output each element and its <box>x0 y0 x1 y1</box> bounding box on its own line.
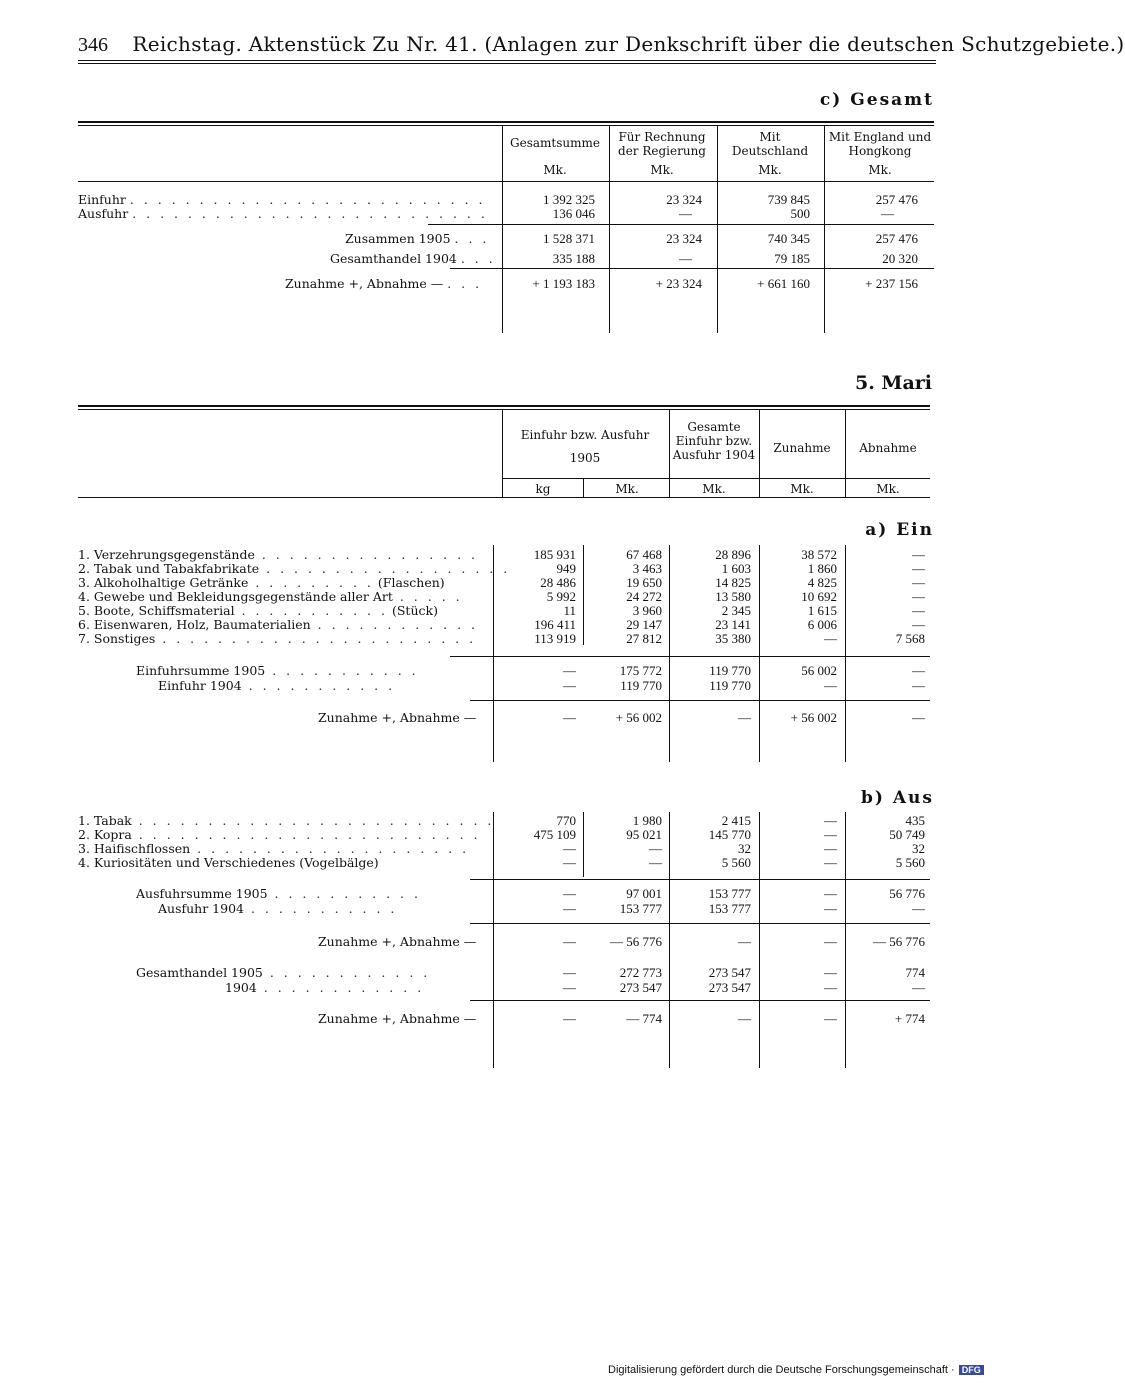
unit-label: Mk. <box>758 163 782 177</box>
cell: — <box>824 886 837 901</box>
cell: 119 770 <box>709 678 751 693</box>
cell: — <box>824 631 837 646</box>
cell: 153 777 <box>619 901 662 916</box>
col-divider <box>583 478 584 497</box>
cell: 38 572 <box>801 547 837 562</box>
cell: 11 <box>563 603 576 618</box>
cell: — <box>824 934 837 949</box>
cell: — <box>563 855 576 870</box>
cell: — <box>824 901 837 916</box>
sum-rule <box>428 224 934 225</box>
row-label: 3. Haifischflossen . . . . . . . . . . . . . . . . . . . . <box>78 841 470 856</box>
row-label: 3. Alkoholhaltige Getränke . . . . . . . . . (Flaschen) <box>78 575 445 590</box>
row-label: 2. Kopra . . . . . . . . . . . . . . . . . . . . . . . . . <box>78 827 481 842</box>
cell: + 237 156 <box>865 276 918 291</box>
cell: — <box>824 965 837 980</box>
row-label: Einfuhrsumme 1905 . . . . . . . . . . . <box>136 663 419 678</box>
table-5-head-rule <box>78 497 930 498</box>
row-label: Ausfuhr . . . . . . . . . . . . . . . . . . . . . . . . . . <box>78 206 488 221</box>
page-number: 346 <box>78 34 108 56</box>
cell: — <box>738 934 751 949</box>
page-title: Reichstag. Aktenstück Zu Nr. 41. (Anlagen zur Denkschrift über die deutschen Schutzgebiete.) <box>132 32 1125 56</box>
row-label: Ausfuhrsumme 1905 . . . . . . . . . . . <box>136 886 421 901</box>
cell: — <box>912 589 925 604</box>
col-header-gesamtsumme: Gesamtsumme <box>510 136 600 150</box>
cell: 14 825 <box>715 575 751 590</box>
cell: 1 528 371 <box>543 231 595 246</box>
unit-label: Mk. <box>543 163 567 177</box>
cell: 145 770 <box>708 827 751 842</box>
cell: 13 580 <box>715 589 751 604</box>
row-label: 4. Kuriositäten und Verschiedenes (Vogelbälge) <box>78 855 379 870</box>
cell: 23 141 <box>715 617 751 632</box>
cell: 67 468 <box>626 547 662 562</box>
cell: — <box>824 678 837 693</box>
footer-text: Digitalisierung gefördert durch die Deutsche Forschungsgemeinschaft <box>608 1364 948 1376</box>
cell: 740 345 <box>767 231 810 246</box>
cell: — <box>912 617 925 632</box>
cell: + 774 <box>894 1011 925 1026</box>
row-label: Gesamthandel 1905 . . . . . . . . . . . . <box>136 965 431 980</box>
cell: + 661 160 <box>757 276 810 291</box>
col-header-england: Mit England und Hongkong <box>828 130 932 158</box>
cell: 56 002 <box>801 663 837 678</box>
table-5-top-rule-2 <box>78 409 930 410</box>
cell: — <box>912 603 925 618</box>
cell: 5 992 <box>546 589 576 604</box>
unit-mk: Mk. <box>702 482 726 496</box>
row-label: Zusammen 1905 . . . <box>345 231 490 246</box>
col-divider <box>609 125 610 333</box>
cell: 119 770 <box>709 663 751 678</box>
cell: 119 770 <box>620 678 662 693</box>
header-rule <box>78 60 936 61</box>
col-divider <box>845 409 846 497</box>
cell: — <box>649 855 662 870</box>
col-divider <box>717 125 718 333</box>
cell: 175 772 <box>619 663 662 678</box>
row-label: 2. Tabak und Tabakfabrikate . . . . . . . . . . . . . . . . . . <box>78 561 511 576</box>
row-label: 1. Verzehrungsgegenstände . . . . . . . . . . . . . . . . <box>78 547 479 562</box>
unit-mk: Mk. <box>790 482 814 496</box>
cell: — <box>563 663 576 678</box>
table-5-top-rule <box>78 405 930 407</box>
sum-rule <box>470 879 930 880</box>
cell: 2 345 <box>721 603 751 618</box>
cell: 136 046 <box>552 206 595 221</box>
cell: 257 476 <box>875 192 918 207</box>
cell: 1 980 <box>632 813 662 828</box>
section-a-title: a) Ein <box>865 520 934 540</box>
cell: 32 <box>738 841 751 856</box>
unit-kg: kg <box>535 482 551 496</box>
row-label: 4. Gewebe und Bekleidungsgegenstände aller Art . . . . . <box>78 589 463 604</box>
col-header-zunahme: Zunahme <box>773 441 831 455</box>
unit-label: Mk. <box>868 163 892 177</box>
cell: 29 147 <box>626 617 662 632</box>
cell: — <box>563 965 576 980</box>
cell: 5 560 <box>895 855 925 870</box>
cell: 28 896 <box>715 547 751 562</box>
cell: 4 825 <box>807 575 837 590</box>
cell: 24 272 <box>626 589 662 604</box>
cell: 949 <box>556 561 576 576</box>
cell: — <box>912 575 925 590</box>
cell: + 1 193 183 <box>532 276 595 291</box>
section-5-title: 5. Mari <box>854 372 932 394</box>
cell: 3 960 <box>632 603 662 618</box>
col-divider <box>502 125 503 333</box>
cell: 7 568 <box>895 631 925 646</box>
unit-mk: Mk. <box>615 482 639 496</box>
cell: — <box>912 547 925 562</box>
cell: 3 463 <box>632 561 662 576</box>
table-c-top-rule <box>78 121 934 123</box>
cell: — <box>563 1011 576 1026</box>
cell: 435 <box>905 813 925 828</box>
cell: 196 411 <box>534 617 576 632</box>
cell: 500 <box>790 206 810 221</box>
cell: 27 812 <box>626 631 662 646</box>
cell: — <box>824 1011 837 1026</box>
sum-rule <box>450 656 930 657</box>
cell: 1 603 <box>721 561 751 576</box>
cell: — 774 <box>626 1011 662 1026</box>
cell: + 56 002 <box>790 710 837 725</box>
col-divider <box>824 125 825 333</box>
cell: — <box>824 841 837 856</box>
cell: 19 650 <box>626 575 662 590</box>
table-5-unit-rule <box>502 478 930 479</box>
cell: — <box>912 980 925 995</box>
cell: 273 547 <box>708 965 751 980</box>
col-divider <box>759 409 760 497</box>
cell: 153 777 <box>708 886 751 901</box>
cell: 23 324 <box>666 192 702 207</box>
cell: 272 773 <box>619 965 662 980</box>
cell: — <box>912 710 925 725</box>
cell: 1 860 <box>807 561 837 576</box>
cell: — <box>679 251 692 266</box>
header-rule-2 <box>78 63 936 64</box>
cell: 185 931 <box>533 547 576 562</box>
page-header <box>78 32 1125 57</box>
row-label: 7. Sonstiges . . . . . . . . . . . . . . . . . . . . . . . <box>78 631 477 646</box>
cell: 28 486 <box>540 575 576 590</box>
cell: — <box>563 710 576 725</box>
cell: 739 845 <box>767 192 810 207</box>
row-label: Gesamthandel 1904 . . . <box>330 251 496 266</box>
row-label: 6. Eisenwaren, Holz, Baumaterialien . . . . . . . . . . . . <box>78 617 479 632</box>
cell: 56 776 <box>889 886 925 901</box>
row-label: Einfuhr 1904 . . . . . . . . . . . <box>158 678 396 693</box>
col-divider <box>502 409 503 497</box>
cell: + 23 324 <box>655 276 702 291</box>
cell: 1 615 <box>807 603 837 618</box>
col-header-deutschland: Mit Deutschland <box>731 130 809 158</box>
cell: — <box>563 886 576 901</box>
cell: — <box>649 841 662 856</box>
unit-mk: Mk. <box>876 482 900 496</box>
sum-rule <box>470 1000 930 1001</box>
row-label: 1. Tabak . . . . . . . . . . . . . . . . . . . . . . . . . . <box>78 813 495 828</box>
row-label: 5. Boote, Schiffsmaterial . . . . . . . . . . . (Stück) <box>78 603 438 618</box>
row-label: Zunahme +, Abnahme — <box>318 934 477 949</box>
col-header-einfuhr-ausfuhr: Einfuhr bzw. Ausfuhr <box>520 428 650 442</box>
sum-rule <box>470 923 930 924</box>
cell: — <box>679 206 692 221</box>
cell: — <box>912 901 925 916</box>
row-label: Zunahme +, Abnahme — . . . <box>285 276 483 291</box>
cell: 97 001 <box>626 886 662 901</box>
cell: — <box>912 678 925 693</box>
cell: — <box>563 841 576 856</box>
cell: — <box>824 827 837 842</box>
cell: 32 <box>912 841 925 856</box>
cell: 257 476 <box>875 231 918 246</box>
cell: 95 021 <box>626 827 662 842</box>
cell: — <box>824 855 837 870</box>
row-label: Zunahme +, Abnahme — <box>318 1011 477 1026</box>
cell: 2 415 <box>721 813 751 828</box>
dfg-logo: DFG <box>959 1365 984 1375</box>
cell: 113 919 <box>534 631 576 646</box>
cell: 1 392 325 <box>543 192 595 207</box>
cell: — 56 776 <box>610 934 662 949</box>
section-c-title: c) Gesamt <box>819 90 934 110</box>
cell: — <box>912 663 925 678</box>
table-c-head-rule <box>78 181 934 182</box>
cell: — <box>563 934 576 949</box>
col-header-year: 1905 <box>569 451 601 465</box>
table-c-top-rule-2 <box>78 125 934 126</box>
col-header-abnahme: Abnahme <box>859 441 917 455</box>
row-label: 1904 . . . . . . . . . . . . <box>225 980 425 995</box>
cell: 20 320 <box>882 251 918 266</box>
cell: 335 188 <box>552 251 595 266</box>
cell: 50 749 <box>889 827 925 842</box>
cell: — 56 776 <box>873 934 925 949</box>
row-label: Einfuhr . . . . . . . . . . . . . . . . . . . . . . . . . . <box>78 192 486 207</box>
cell: 5 560 <box>721 855 751 870</box>
cell: 10 692 <box>801 589 837 604</box>
section-b-title: b) Aus <box>861 788 934 808</box>
cell: 35 380 <box>715 631 751 646</box>
cell: 273 547 <box>708 980 751 995</box>
cell: — <box>881 206 894 221</box>
cell: — <box>738 1011 751 1026</box>
sum-rule <box>450 268 934 269</box>
cell: 475 109 <box>533 827 576 842</box>
col-divider <box>669 409 670 497</box>
row-label: Ausfuhr 1904 . . . . . . . . . . . <box>158 901 398 916</box>
col-header-regierung: Für Rechnung der Regierung <box>618 130 706 158</box>
cell: — <box>563 980 576 995</box>
unit-label: Mk. <box>650 163 674 177</box>
footer-credit: Digitalisierung gefördert durch die Deutsche Forschungsgemeinschaft · DFG <box>608 1364 984 1376</box>
cell: 6 006 <box>807 617 837 632</box>
cell: — <box>824 813 837 828</box>
cell: 770 <box>556 813 576 828</box>
cell: 79 185 <box>774 251 810 266</box>
cell: — <box>824 980 837 995</box>
cell: 153 777 <box>708 901 751 916</box>
sum-rule <box>470 700 930 701</box>
cell: — <box>912 561 925 576</box>
cell: 774 <box>905 965 925 980</box>
row-label: Zunahme +, Abnahme — <box>318 710 477 725</box>
cell: 273 547 <box>619 980 662 995</box>
cell: — <box>738 710 751 725</box>
cell: + 56 002 <box>615 710 662 725</box>
col-header-gesamte-1904: Gesamte Einfuhr bzw. Ausfuhr 1904 <box>672 420 756 462</box>
cell: — <box>563 901 576 916</box>
cell: — <box>563 678 576 693</box>
cell: 23 324 <box>666 231 702 246</box>
